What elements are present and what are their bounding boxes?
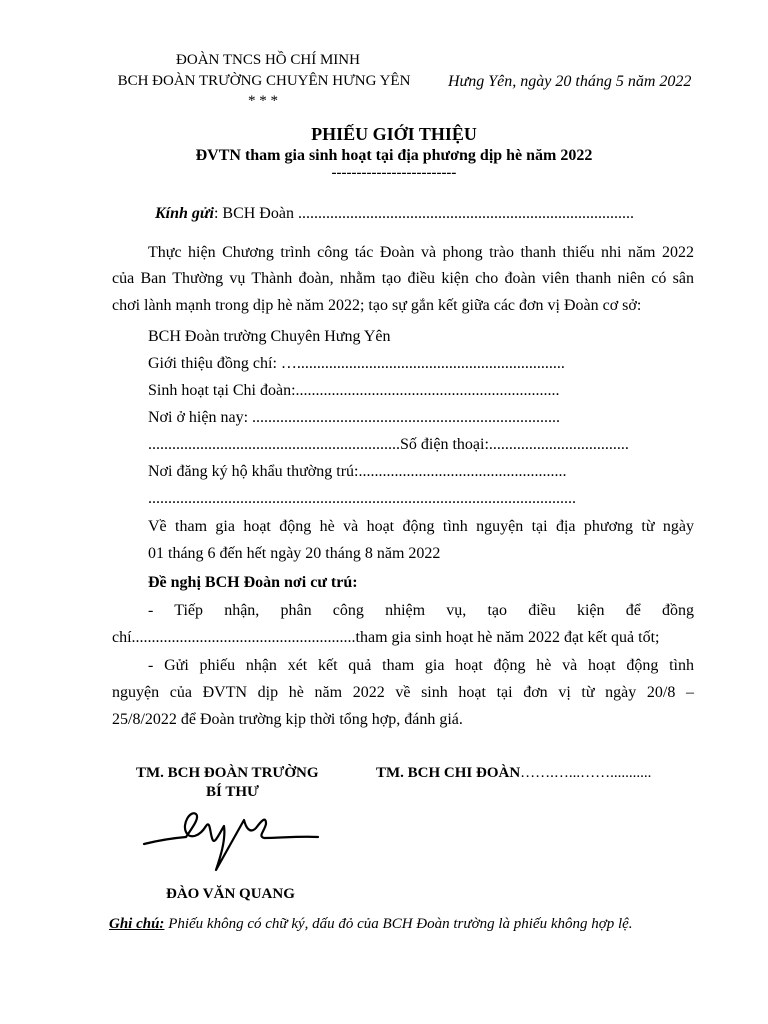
request-item2-line2: nguyện của ĐVTN dịp hè năm 2022 về sinh hoạt tại đơn vị từ ngày 20/8 – bbox=[112, 684, 694, 701]
salutation bbox=[155, 205, 634, 223]
left-signatory-role: BÍ THƯ bbox=[206, 784, 259, 800]
footnote-label: Ghi chú: bbox=[109, 916, 165, 932]
signature-image bbox=[140, 806, 340, 876]
address-dots: ............................................................... bbox=[148, 436, 400, 453]
intro-line-1: Thực hiện Chương trình công tác Đoàn và phong trào thanh thiếu nhi năm 2022 bbox=[148, 244, 694, 261]
right-signatory-dots: …….…...……........... bbox=[520, 765, 652, 781]
request-item1-line2: chí........................................................tham gia sinh hoạt hè năm 2022 đạt kết quả tốt; bbox=[112, 629, 660, 646]
salutation-label: Kính gửi bbox=[155, 205, 214, 222]
intro-line-3: chơi lành mạnh trong dịp hè năm 2022; tạo sự gắn kết giữa các đơn vị Đoàn cơ sở: bbox=[112, 297, 642, 314]
document-title: PHIẾU GIỚI THIỆU bbox=[311, 124, 477, 144]
request-item2-line1: - Gửi phiếu nhận xét kết quả tham gia hoạt động hè và hoạt động tình bbox=[148, 657, 694, 674]
phone-field: Số điện thoại:................................... bbox=[400, 436, 629, 453]
residence-continued: ........................................................................................................... bbox=[148, 490, 576, 507]
residence-field: Nơi đăng ký hộ khẩu thường trú:.................................................... bbox=[148, 463, 567, 480]
title-rule: ------------------------- bbox=[331, 165, 457, 181]
introduce-field: Giới thiệu đồng chí: …................................................................... bbox=[148, 355, 565, 372]
date-line: Hưng Yên, ngày 20 tháng 5 năm 2022 bbox=[448, 73, 692, 90]
document-subtitle: ĐVTN tham gia sinh hoạt tại địa phương dịp hè năm 2022 bbox=[195, 147, 593, 164]
request-item1-line1: - Tiếp nhận, phân công nhiệm vụ, tạo điều kiện để đồng bbox=[148, 602, 694, 619]
right-signatory bbox=[376, 765, 651, 782]
left-signatory-name: ĐÀO VĂN QUANG bbox=[166, 886, 295, 902]
request-heading: Đề nghị BCH Đoàn nơi cư trú: bbox=[148, 574, 358, 591]
org-name-line1: ĐOÀN TNCS HỒ CHÍ MINH bbox=[176, 52, 360, 68]
left-signatory-title: TM. BCH ĐOÀN TRƯỜNG bbox=[136, 765, 319, 781]
activity-line-1: Về tham gia hoạt động hè và hoạt động tình nguyện tại địa phương từ ngày bbox=[148, 518, 694, 535]
chapter-field: Sinh hoạt tại Chi đoàn:.................................................................. bbox=[148, 382, 560, 399]
footnote bbox=[109, 916, 633, 933]
footnote-text: Phiếu không có chữ ký, dấu đỏ của BCH Đoàn trường là phiếu không hợp lệ. bbox=[164, 916, 633, 932]
intro-line-2: của Ban Thường vụ Thành đoàn, nhằm tạo điều kiện cho đoàn viên thanh niên có sân bbox=[112, 270, 694, 287]
address-field: Nơi ở hiện nay: ............................................................................. bbox=[148, 409, 561, 426]
activity-line-2: 01 tháng 6 đến hết ngày 20 tháng 8 năm 2022 bbox=[148, 545, 441, 562]
salutation-text: : BCH Đoàn .................................................................................... bbox=[213, 205, 634, 222]
request-item2-line3: 25/8/2022 để Đoàn trường kịp thời tổng hợp, đánh giá. bbox=[112, 711, 463, 728]
header-stars: * * * bbox=[248, 93, 278, 109]
school-name: BCH Đoàn trường Chuyên Hưng Yên bbox=[148, 328, 391, 345]
address-continued bbox=[148, 436, 629, 454]
org-name-line2: BCH ĐOÀN TRƯỜNG CHUYÊN HƯNG YÊN bbox=[117, 73, 411, 89]
right-signatory-title: TM. BCH CHI ĐOÀN bbox=[376, 765, 521, 781]
